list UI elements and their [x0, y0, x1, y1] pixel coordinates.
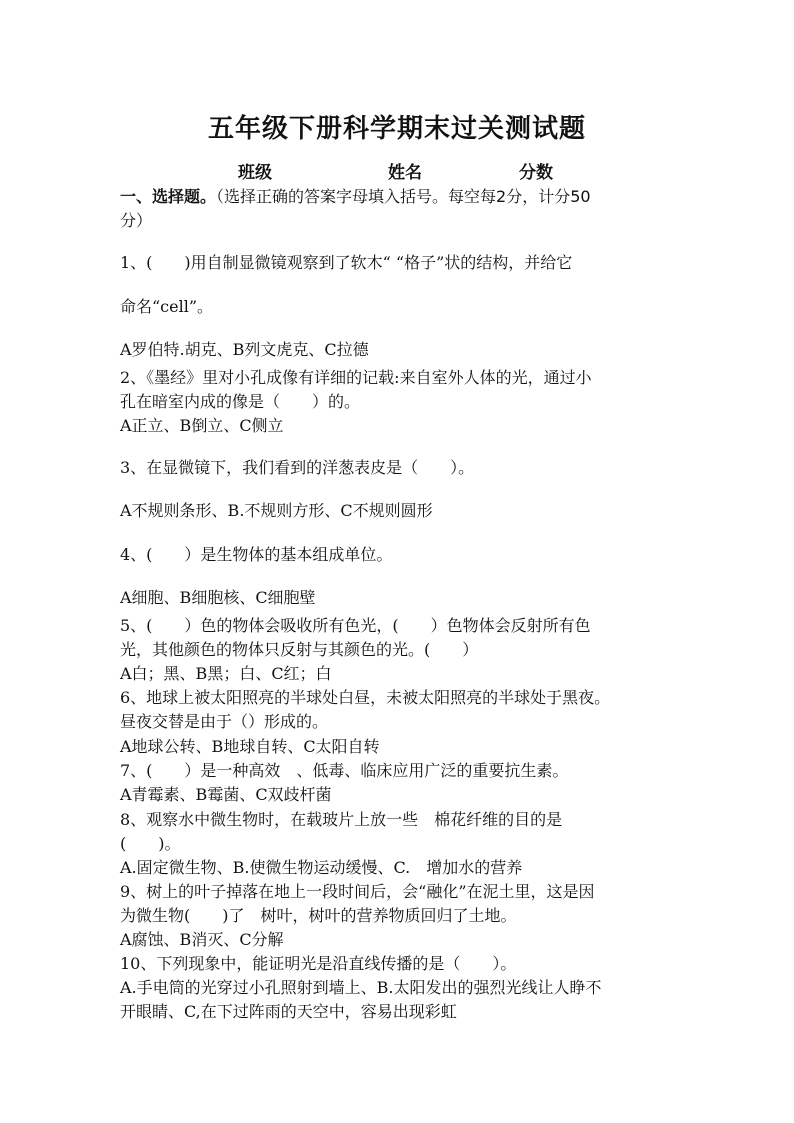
question-8-options: A.固定微生物、B.使微生物运动缓慢、C. 增加水的营养 — [120, 858, 523, 877]
question-6-options: A地球公转、B地球自转、C太阳自转 — [120, 737, 380, 756]
question-5: 5、( ）色的物体会吸收所有色光，( ）色物体会反射所有色 — [120, 616, 591, 635]
section-heading-line — [120, 186, 690, 208]
question-2-options: A正立、B倒立、C侧立 — [120, 416, 284, 435]
question-4: 4、( ）是生物体的基本组成单位。 — [120, 545, 393, 564]
question-10: 10、下列现象中，能证明光是沿直线传播的是（ ）。 — [120, 954, 517, 973]
section-heading: 一、选择题。 — [120, 187, 217, 206]
question-9-cont: 为微生物( )了 树叶，树叶的营养物质回归了土地。 — [120, 906, 517, 925]
score-label: 分数 — [519, 163, 553, 183]
section-instruction-cont: 分） — [120, 211, 153, 230]
question-7: 7、( ）是一种高效 、低毒、临床应用广泛的重要抗生素。 — [120, 761, 569, 780]
section-instruction: （选择正确的答案字母填入括号。每空每2分，计分50 — [216, 187, 591, 206]
page-title: 五年级下册科学期末过关测试题 — [207, 114, 586, 144]
name-label: 姓名 — [388, 163, 422, 183]
question-2-cont: 孔在暗室内成的像是（ ）的。 — [120, 392, 361, 411]
question-3-options: A不规则条形、B.不规则方形、C不规则圆形 — [120, 501, 433, 520]
class-label: 班级 — [238, 163, 272, 183]
question-1: 1、( )用自制显微镜观察到了软木“ “格子”状的结构，并给它 — [120, 253, 573, 272]
question-6: 6、地球上被太阳照亮的半球处白昼，未被太阳照亮的半球处于黑夜。 — [120, 688, 611, 707]
question-6-cont: 昼夜交替是由于（）形成的。 — [120, 712, 329, 731]
question-5-options: A白；黑、B黑；白、C红；白 — [120, 664, 332, 683]
question-7-options: A青霉素、B霉菌、C双歧杆菌 — [120, 785, 332, 804]
question-9: 9、树上的叶子掉落在地上一段时间后，会“融化”在泥土里，这是因 — [120, 882, 595, 901]
question-3: 3、在显微镜下，我们看到的洋葱表皮是（ ）。 — [120, 458, 475, 477]
question-10-options: A.手电筒的光穿过小孔照射到墙上、B.太阳发出的强烈光线让人睁不 — [120, 978, 602, 997]
question-5-cont: 光，其他颜色的物体只反射与其颜色的光。( ） — [120, 640, 479, 659]
question-8-cont: ( )。 — [120, 834, 181, 853]
question-8: 8、观察水中微生物时，在载玻片上放一些 棉花纤维的目的是 — [120, 810, 563, 829]
question-1-options: A罗伯特.胡克、B列文虎克、C拉德 — [120, 340, 369, 359]
question-1-cont: 命名“cell”。 — [120, 297, 214, 316]
question-10-options-cont: 开眼睛、C,在下过阵雨的天空中，容易出现彩虹 — [120, 1002, 457, 1021]
question-4-options: A细胞、B细胞核、C细胞壁 — [120, 588, 316, 607]
question-9-options: A腐蚀、B消灭、C分解 — [120, 930, 284, 949]
question-2: 2、《墨经》里对小孔成像有详细的记载:来自室外人体的光，通过小 — [120, 368, 592, 387]
